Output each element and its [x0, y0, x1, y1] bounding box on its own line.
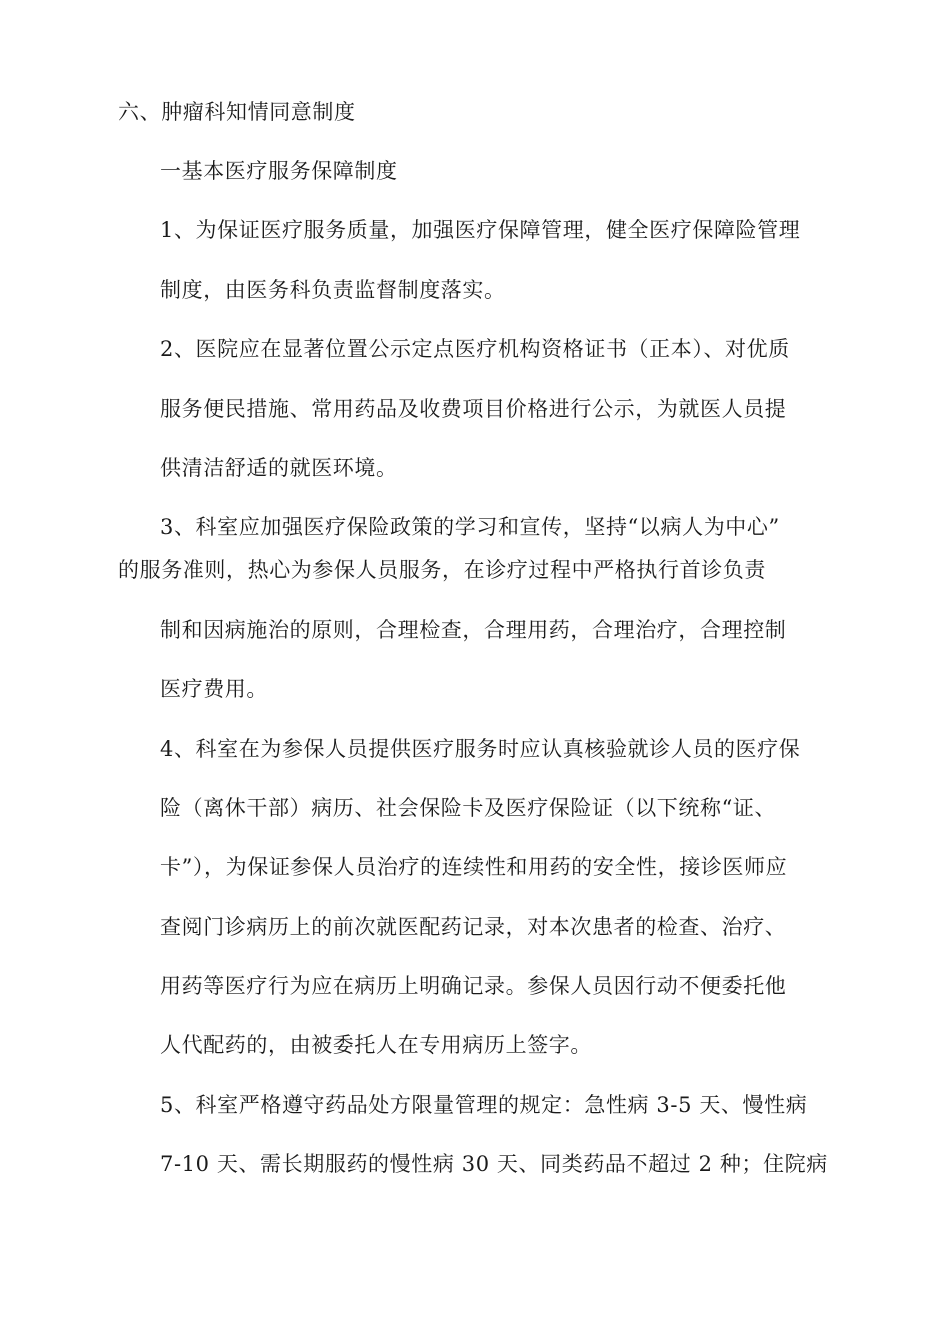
document-subheading: 一基本医疗服务保障制度 [160, 159, 398, 183]
paragraph-line: 制和因病施治的原则，合理检查，合理用药，合理治疗，合理控制 [160, 618, 787, 642]
paragraph-line: 1、为保证医疗服务质量，加强医疗保障管理，健全医疗保障险管理 [160, 218, 801, 242]
paragraph-line: 5、科室严格遵守药品处方限量管理的规定：急性病 3-5 天、慢性病 [160, 1093, 808, 1117]
paragraph-line: 3、科室应加强医疗保险政策的学习和宣传，坚持“以病人为中心” [160, 515, 780, 539]
paragraph-line: 险（离休干部）病历、社会保险卡及医疗保险证（以下统称“证、 [160, 796, 777, 820]
paragraph-line: 7-10 天、需长期服药的慢性病 30 天、同类药品不超过 2 种；住院病 [160, 1152, 828, 1176]
paragraph-line: 卡”），为保证参保人员治疗的连续性和用药的安全性，接诊医师应 [160, 855, 788, 879]
paragraph-line: 供清洁舒适的就医环境。 [160, 456, 398, 480]
paragraph-line: 的服务准则，热心为参保人员服务，在诊疗过程中严格执行首诊负责 [118, 558, 766, 582]
paragraph-line: 查阅门诊病历上的前次就医配药记录，对本次患者的检查、治疗、 [160, 915, 787, 939]
document-heading: 六、肿瘤科知情同意制度 [118, 100, 356, 124]
paragraph-line: 医疗费用。 [160, 677, 268, 701]
paragraph-line: 制度，由医务科负责监督制度落实。 [160, 278, 506, 302]
paragraph-line: 2、医院应在显著位置公示定点医疗机构资格证书（正本）、对优质 [160, 337, 790, 361]
paragraph-line: 人代配药的，由被委托人在专用病历上签字。 [160, 1033, 592, 1057]
paragraph-line: 4、科室在为参保人员提供医疗服务时应认真核验就诊人员的医疗保 [160, 737, 801, 761]
paragraph-line: 服务便民措施、常用药品及收费项目价格进行公示，为就医人员提 [160, 397, 787, 421]
paragraph-line: 用药等医疗行为应在病历上明确记录。参保人员因行动不便委托他 [160, 974, 787, 998]
